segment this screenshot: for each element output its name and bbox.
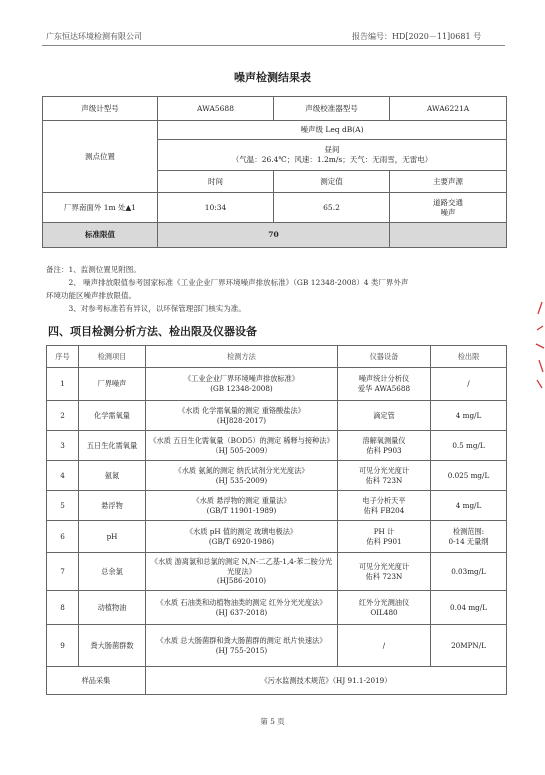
table-row <box>47 368 507 401</box>
row-method-line2: (HJ828-2017) <box>216 415 267 425</box>
row-limit-line1: 检测范围: <box>452 526 485 536</box>
row-source <box>390 193 507 223</box>
limit-empty <box>390 223 507 248</box>
row-time: 10:34 <box>158 193 274 223</box>
row-equipment <box>338 401 431 431</box>
page-number: 第 5 页 <box>260 717 285 726</box>
row-no <box>47 553 79 591</box>
note-line-2: 2、 噪声排放限值参考国家标准《工业企业厂界环境噪声排放标准》（GB 12348-2008）4 类厂界外声 <box>46 278 409 287</box>
row-equipment-line1: 可见分光光度计 <box>358 561 410 571</box>
row-item <box>79 401 146 431</box>
row-no-text: 7 <box>60 566 65 576</box>
row-limit <box>431 553 507 591</box>
header-method: 检测方法 <box>146 346 338 368</box>
row-no <box>47 521 79 553</box>
row-method-line1: 《水质 游离氯和总氯的测定 N,N-二乙基-1,4-苯二胺分光光度法》 <box>150 556 333 576</box>
row-method-line1: 《水质 悬浮物的测定 重量法》 <box>192 495 291 505</box>
table-row <box>47 431 507 461</box>
row-no <box>47 591 79 625</box>
calibrator-value: AWA6221A <box>390 97 507 121</box>
row-method <box>146 591 338 625</box>
row-equipment <box>338 553 431 591</box>
row-method <box>146 521 338 553</box>
row-method <box>146 553 338 591</box>
period-label: 昼间 <box>324 145 340 155</box>
table-row <box>47 491 507 521</box>
meter-value: AWA5688 <box>158 97 274 121</box>
company-name: 广东恒达环境检测有限公司 <box>46 32 142 41</box>
row-equipment <box>338 591 431 625</box>
row-no <box>47 461 79 491</box>
row-no <box>47 401 79 431</box>
header-no: 序号 <box>47 346 79 368</box>
note-line-1: 备注：1、监测位置见附图。 <box>46 265 141 274</box>
row-equipment-line2: OIL480 <box>370 607 398 617</box>
row-item-text: pH <box>106 531 118 541</box>
row-item-text: 氨氮 <box>104 470 120 480</box>
row-limit <box>431 461 507 491</box>
row-method-line2: (GB/T 11901-1989) <box>206 505 277 515</box>
col-time-header: 时间 <box>158 171 274 193</box>
row-limit <box>431 591 507 625</box>
row-method <box>146 491 338 521</box>
row-method-line1: 《工业企业厂界环境噪声排放标准》 <box>183 374 299 384</box>
row-no-text: 8 <box>60 602 65 612</box>
row-method-line1: 《水质 五日生化需氧量（BOD5）的测定 稀释与接种法》 <box>149 435 334 445</box>
row-no <box>47 491 79 521</box>
row-no-text: 9 <box>60 640 65 650</box>
row-equipment <box>338 625 431 667</box>
row-equipment-line1: / <box>382 640 386 650</box>
row-method-line2: (GB/T 6920-1986) <box>208 536 275 546</box>
row-limit <box>431 625 507 667</box>
row-equipment-line1: 溶解氧测量仪 <box>362 435 406 445</box>
row-equipment-line2: 佑科 723N <box>365 571 403 581</box>
limit-value: 70 <box>158 223 390 248</box>
row-method <box>146 431 338 461</box>
report-number: 报告编号：HD[2020－11]0681 号 <box>352 32 482 41</box>
row-method-line1: 《水质 氨氮的测定 纳氏试剂分光光度法》 <box>174 465 309 475</box>
row-equipment <box>338 521 431 553</box>
row-equipment <box>338 461 431 491</box>
row-item <box>79 591 146 625</box>
row-equipment-line1: 噪声统计分析仪 <box>358 374 410 384</box>
weather-label: （气温：26.4℃；风速：1.2m/s；天气：无雨雪，无雷电） <box>231 155 433 164</box>
row-equipment <box>338 431 431 461</box>
row-method-line2: (HJ 755-2015) <box>215 645 268 655</box>
row-no-text: 4 <box>60 470 65 480</box>
row-source-line1: 道路交通 <box>433 197 463 207</box>
row-item-text: 粪大肠菌群数 <box>90 640 134 650</box>
col-value-header: 测定值 <box>274 171 390 193</box>
row-equipment-line1: 红外分光测油仪 <box>358 597 410 607</box>
table-row <box>47 401 507 431</box>
row-equipment-line2: 佑科 FB204 <box>363 505 405 515</box>
row-method <box>146 461 338 491</box>
row-limit-line1: 0.03mg/L <box>451 566 486 576</box>
row-limit <box>431 401 507 431</box>
row-limit <box>431 521 507 553</box>
calibrator-label: 声级校准器型号 <box>274 97 390 121</box>
row-method <box>146 368 338 401</box>
row-no <box>47 625 79 667</box>
seal-stamp-fragment <box>534 300 545 390</box>
row-limit-line1: 0.04 mg/L <box>450 602 487 612</box>
row-item <box>79 431 146 461</box>
row-limit-line1: 4 mg/L <box>455 410 482 420</box>
table-row <box>47 591 507 625</box>
metric-label: 噪声级 Leq dB(A) <box>158 121 507 140</box>
row-item-text: 总余氯 <box>101 566 123 576</box>
row-no-text: 5 <box>60 500 65 510</box>
header-item: 检测项目 <box>79 346 146 368</box>
row-equipment-line1: 可见分光光度计 <box>358 465 410 475</box>
meter-label: 声级计型号 <box>43 97 158 121</box>
row-no-text: 1 <box>60 379 65 389</box>
noise-results-table <box>42 96 507 248</box>
row-limit-line1: 20MPN/L <box>451 640 486 650</box>
header-limit: 检出限 <box>431 346 507 368</box>
row-equipment-line2: 佑科 P901 <box>366 536 402 546</box>
table-row <box>47 625 507 667</box>
row-method-line1: 《水质 化学需氧量的测定 重铬酸盐法》 <box>178 405 305 415</box>
row-item <box>79 368 146 401</box>
row-item <box>79 521 146 553</box>
row-value: 65.2 <box>274 193 390 223</box>
header-divider <box>42 45 505 46</box>
row-limit <box>431 491 507 521</box>
noise-table-title: 噪声检测结果表 <box>234 71 311 84</box>
row-equipment-line2: 佑科 P903 <box>366 445 402 455</box>
table-row <box>47 553 507 591</box>
row-limit-line1: 4 mg/L <box>455 500 482 510</box>
row-equipment-line1: PH 计 <box>373 526 395 536</box>
row-no-text: 3 <box>60 440 65 450</box>
row-limit-line1: 0.5 mg/L <box>452 440 485 450</box>
col-source-header: 主要声源 <box>390 171 507 193</box>
method-rows <box>47 368 507 667</box>
row-no <box>47 368 79 401</box>
row-item <box>79 553 146 591</box>
row-limit-line1: 0.025 mg/L <box>447 470 490 480</box>
row-equipment <box>338 368 431 401</box>
row-item-text: 悬浮物 <box>101 500 123 510</box>
row-method-line2: （HJ 505-2009） <box>211 445 272 455</box>
row-method <box>146 625 338 667</box>
row-item-text: 五日生化需氧量 <box>86 440 138 450</box>
limit-label: 标准限值 <box>43 223 158 248</box>
row-location: 厂界南面外 1m 处▲1 <box>43 193 158 223</box>
period-weather <box>158 140 507 171</box>
row-no-text: 2 <box>60 410 65 420</box>
row-method-line1: 《水质 石油类和动植物油类的测定 红外分光光度法》 <box>156 597 327 607</box>
row-method-line2: (HJ 637-2018) <box>215 607 268 617</box>
row-method-line2: (GB 12348-2008) <box>210 384 273 393</box>
row-item-text: 厂界噪声 <box>97 379 127 389</box>
row-method-line2: (HJ586-2010) <box>216 576 267 586</box>
row-limit-line2: 0-14 无量纲 <box>448 536 489 546</box>
row-no-text: 6 <box>60 531 65 541</box>
table-row <box>47 461 507 491</box>
note-line-3: 环境功能区噪声排放限值。 <box>46 291 136 300</box>
row-item <box>79 491 146 521</box>
row-limit <box>431 368 507 401</box>
note-line-4: 3、对参考标准若有异议，以环保管理部门核实为准。 <box>46 304 246 313</box>
method-table <box>46 345 507 695</box>
row-method-line1: 《水质 pH 值的测定 玻璃电极法》 <box>185 526 298 536</box>
row-item <box>79 461 146 491</box>
row-item-text: 动植物油 <box>97 602 127 612</box>
table-row <box>47 521 507 553</box>
row-no <box>47 431 79 461</box>
row-limit <box>431 431 507 461</box>
row-item <box>79 625 146 667</box>
row-item-text: 化学需氧量 <box>94 410 130 420</box>
notes-block <box>46 263 506 315</box>
row-method-line2: (HJ 535-2009) <box>215 475 268 485</box>
row-method-line1: 《水质 总大肠菌群和粪大肠菌群的测定 纸片快速法》 <box>156 635 327 645</box>
row-source-line2: 噪声 <box>440 207 456 217</box>
header-equipment: 仪器设备 <box>338 346 431 368</box>
row-equipment-line2: 佑科 723N <box>365 475 403 485</box>
row-equipment-line1: 电子分析天平 <box>362 495 406 505</box>
row-equipment <box>338 491 431 521</box>
row-equipment-line1: 滴定管 <box>373 410 395 420</box>
point-label: 测点位置 <box>43 121 158 193</box>
sampling-value: 《污水监测技术规范》（HJ 91.1-2019） <box>146 667 507 695</box>
row-method <box>146 401 338 431</box>
section-4-title: 四、项目检测分析方法、检出限及仪器设备 <box>48 325 257 338</box>
sampling-label: 样品采集 <box>47 667 146 695</box>
row-equipment-line2: 爱华 AWA5688 <box>357 384 411 393</box>
row-limit-line1: / <box>467 379 470 389</box>
